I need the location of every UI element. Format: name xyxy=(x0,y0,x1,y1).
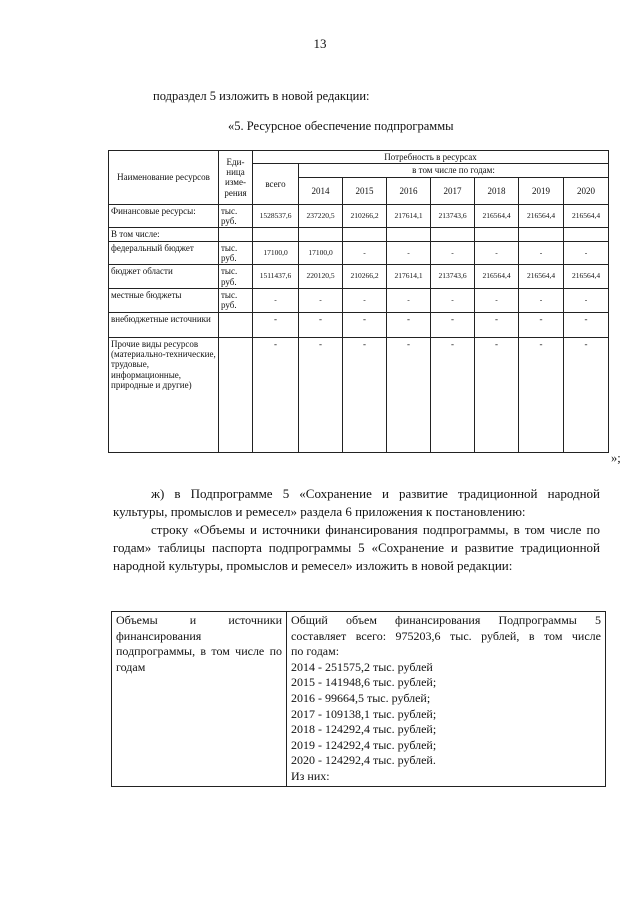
funding-line: 2015 - 141948,6 тыс. рублей; xyxy=(291,675,437,690)
row-year-value: - xyxy=(431,312,475,337)
row-year-value: - xyxy=(475,241,519,265)
row-unit xyxy=(219,337,253,452)
funding-line: Общий объем финансирования Подпрограммы 5 xyxy=(291,613,601,627)
row-year-value xyxy=(387,228,431,241)
row-unit: тыс. руб. xyxy=(219,265,253,289)
header-need: Потребность в ресурсах xyxy=(253,151,609,164)
row-year-value: 216564,4 xyxy=(519,204,564,228)
header-year: 2014 xyxy=(299,177,343,204)
row-year-value: - xyxy=(519,289,564,313)
row-year-value: - xyxy=(299,312,343,337)
row-year-value: 17100,0 xyxy=(299,241,343,265)
intro-text: подраздел 5 изложить в новой редакции: xyxy=(153,89,370,103)
row-unit: тыс. руб. xyxy=(219,241,253,265)
row-year-value: - xyxy=(431,337,475,452)
row-name: местные бюджеты xyxy=(109,289,219,313)
header-total: всего xyxy=(253,164,299,204)
row-year-value: - xyxy=(299,289,343,313)
header-unit-line: ница xyxy=(226,167,245,177)
row-year-value: - xyxy=(519,312,564,337)
table-row xyxy=(112,612,606,787)
funding-line: по годам: xyxy=(291,644,340,659)
row-year-value xyxy=(343,228,387,241)
row-total: 17100,0 xyxy=(253,241,299,265)
row-year-value: - xyxy=(519,337,564,452)
row-total: 1511437,6 xyxy=(253,265,299,289)
row-year-value xyxy=(299,228,343,241)
row-year-value xyxy=(431,228,475,241)
row-name: Финансовые ресурсы: xyxy=(109,204,219,228)
row-year-value: - xyxy=(431,241,475,265)
table-row xyxy=(109,204,609,228)
table-row xyxy=(109,228,609,241)
page-number: 13 xyxy=(313,36,327,51)
header-unit-line: Еди- xyxy=(226,156,245,167)
row-year-value: - xyxy=(387,337,431,452)
row-year-value: - xyxy=(387,289,431,313)
row-name: бюджет области xyxy=(109,265,219,289)
row-year-value: - xyxy=(475,312,519,337)
row-year-value: 216564,4 xyxy=(475,265,519,289)
paragraph-amendment-zh: ж) в Подпрограмме 5 «Сохранение и развитие традиционной народной культуры, промыслов и ремесел» раздела 6 приложения к постановлению: xyxy=(113,486,600,519)
row-year-value: - xyxy=(387,241,431,265)
row-name: В том числе: xyxy=(109,228,219,241)
row-year-value: 237220,5 xyxy=(299,204,343,228)
row-unit xyxy=(219,312,253,337)
row-year-value: 213743,6 xyxy=(431,204,475,228)
row-total: - xyxy=(253,312,299,337)
row-total: - xyxy=(253,337,299,452)
row-name: внебюджетные источники xyxy=(109,312,219,337)
funding-line: 2016 - 99664,5 тыс. рублей; xyxy=(291,690,431,705)
row-unit: тыс. руб. xyxy=(219,204,253,228)
header-year: 2016 xyxy=(387,177,431,204)
header-name: Наименование ресурсов xyxy=(109,151,219,205)
funding-line: 2017 - 109138,1 тыс. рублей; xyxy=(291,706,437,721)
header-year: 2018 xyxy=(475,177,519,204)
header-year: 2017 xyxy=(431,177,475,204)
row-year-value: 210266,2 xyxy=(343,204,387,228)
row-year-value: - xyxy=(343,312,387,337)
row-year-value: - xyxy=(564,312,609,337)
row-year-value: - xyxy=(431,289,475,313)
header-year: 2020 xyxy=(564,177,609,204)
row-year-value: 210266,2 xyxy=(343,265,387,289)
section-title: «5. Ресурсное обеспечение подпрограммы xyxy=(228,119,454,133)
header-unit-line: рения xyxy=(224,187,247,198)
row-name: Прочие виды ресурсов (материально-технические, трудовые, информационные, природные и другие) xyxy=(109,337,219,452)
closing-quote: »; xyxy=(611,451,621,465)
row-year-value: - xyxy=(475,289,519,313)
table-row xyxy=(109,337,609,452)
row-year-value: 216564,4 xyxy=(475,204,519,228)
row-year-value: - xyxy=(343,241,387,265)
row-year-value: - xyxy=(343,337,387,452)
header-year: 2015 xyxy=(343,177,387,204)
funding-line: Из них: xyxy=(291,768,330,783)
row-year-value: - xyxy=(387,312,431,337)
row-year-value: - xyxy=(564,241,609,265)
row-year-value: - xyxy=(299,337,343,452)
row-year-value: 217614,1 xyxy=(387,265,431,289)
funding-table xyxy=(111,611,606,787)
row-total xyxy=(253,228,299,241)
resource-table xyxy=(108,150,609,453)
row-year-value xyxy=(475,228,519,241)
header-unit-line: изме- xyxy=(225,177,246,188)
row-year-value: - xyxy=(564,289,609,313)
table-row xyxy=(109,265,609,289)
row-year-value: 213743,6 xyxy=(431,265,475,289)
row-year-value: 216564,4 xyxy=(519,265,564,289)
row-year-value: - xyxy=(519,241,564,265)
row-year-value xyxy=(519,228,564,241)
funding-line: 2014 - 251575,2 тыс. рублей xyxy=(291,659,433,674)
paragraph-row-replacement: строку «Объемы и источники финансирования подпрограммы, в том числе по годам» таблицы паспорта подпрограммы 5 «Сохранение и развитие традиционной народной культуры, промыслов и ремесел» изложить в новой редакции: xyxy=(113,522,600,573)
funding-details xyxy=(287,612,606,787)
table-row xyxy=(109,312,609,337)
table-row xyxy=(109,289,609,313)
funding-line: составляет всего: 975203,6 тыс. рублей, в том числе xyxy=(291,628,601,643)
funding-line: 2020 - 124292,4 тыс. рублей. xyxy=(291,753,436,768)
funding-line: 2019 - 124292,4 тыс. рублей; xyxy=(291,737,437,752)
row-year-value: - xyxy=(475,337,519,452)
row-year-value: - xyxy=(564,337,609,452)
row-total: - xyxy=(253,289,299,313)
row-year-value: 216564,4 xyxy=(564,265,609,289)
header-year: 2019 xyxy=(519,177,564,204)
funding-label: Объемы и источники финансирования подпрограммы, в том числе по годам xyxy=(112,612,287,787)
row-year-value: - xyxy=(343,289,387,313)
row-year-value: 216564,4 xyxy=(564,204,609,228)
row-year-value: 217614,1 xyxy=(387,204,431,228)
table-row xyxy=(109,241,609,265)
row-unit xyxy=(219,228,253,241)
row-name: федеральный бюджет xyxy=(109,241,219,265)
row-unit: тыс. руб. xyxy=(219,289,253,313)
header-unit xyxy=(219,151,253,205)
row-total: 1528537,6 xyxy=(253,204,299,228)
row-year-value xyxy=(564,228,609,241)
row-year-value: 220120,5 xyxy=(299,265,343,289)
funding-line: 2018 - 124292,4 тыс. рублей; xyxy=(291,722,437,737)
header-by-year: в том числе по годам: xyxy=(299,164,609,177)
